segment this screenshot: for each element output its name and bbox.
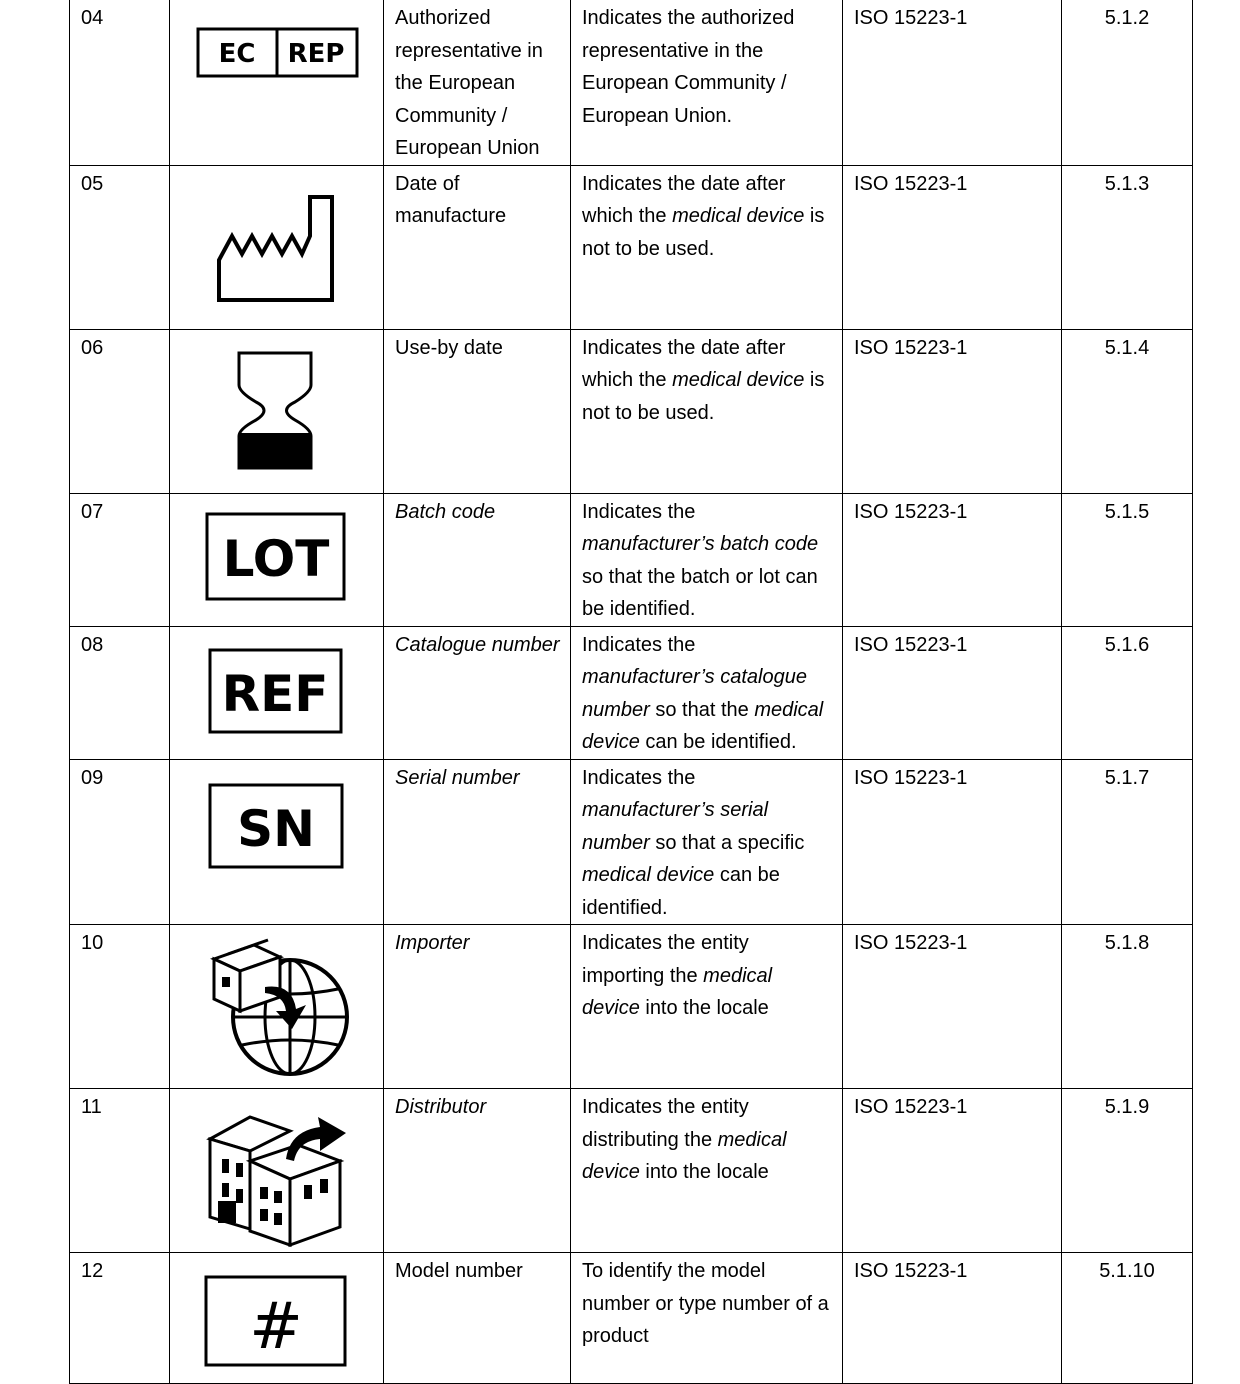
reference-number: 5.1.4 <box>1104 336 1150 359</box>
description-segment: can be identified. <box>639 731 797 753</box>
description-segment: Indicates the <box>582 500 696 523</box>
row-number: 10 <box>81 932 104 954</box>
standard-text: ISO 15223-1 <box>854 336 968 359</box>
title-cell <box>384 1089 571 1253</box>
description-segment: Indicates the authorized representative in the European Community / European Union. <box>582 7 795 127</box>
row-number-cell <box>70 626 170 759</box>
symbol-title: Model number <box>395 1260 523 1282</box>
symbol-description <box>571 0 842 132</box>
symbols-table-body <box>70 0 1193 1384</box>
description-cell <box>571 626 843 759</box>
reference-number: 5.1.10 <box>1099 1260 1155 1282</box>
table-row <box>70 329 1193 493</box>
symbol-title: Date of manufacture <box>395 172 507 227</box>
symbol-title: Distributor <box>395 1096 487 1118</box>
description-segment: Indicates the entity importing the <box>582 932 749 987</box>
symbol-cell <box>170 0 384 165</box>
reference-cell <box>1062 925 1193 1089</box>
standard-cell <box>843 925 1062 1089</box>
description-italic-segment: medical device <box>672 205 805 227</box>
symbol-title: Use-by date <box>395 336 503 359</box>
description-segment: into the locale <box>639 997 769 1019</box>
symbol-description <box>571 627 842 759</box>
lot-icon <box>170 494 384 623</box>
description-segment: Indicates the <box>582 766 696 789</box>
standard-text: ISO 15223-1 <box>854 766 968 789</box>
title-cell <box>384 165 571 329</box>
factory-icon <box>170 166 384 328</box>
table-row <box>70 493 1193 626</box>
title-cell <box>384 925 571 1089</box>
symbol-description <box>571 166 842 266</box>
row-number-cell <box>70 925 170 1089</box>
description-segment: is not to be used. <box>582 205 825 260</box>
row-number: 07 <box>81 500 104 523</box>
description-italic-segment: medical device <box>582 864 715 886</box>
reference-number: 5.1.5 <box>1104 500 1150 523</box>
description-segment: Indicates the date after which the <box>582 336 786 391</box>
standard-text: ISO 15223-1 <box>854 1096 968 1118</box>
reference-number: 5.1.2 <box>1104 7 1150 29</box>
ref-icon <box>170 627 384 756</box>
reference-cell <box>1062 493 1193 626</box>
standard-cell <box>843 1253 1062 1384</box>
symbol-cell <box>170 165 384 329</box>
reference-number: 5.1.8 <box>1104 932 1150 954</box>
standard-text: ISO 15223-1 <box>854 932 968 954</box>
symbol-title: Authorized representative in the European Community / European Union <box>395 7 543 159</box>
reference-number: 5.1.9 <box>1104 1096 1150 1118</box>
sn-icon <box>170 760 384 922</box>
sn-label: SN <box>237 799 315 858</box>
description-segment: so that the batch or lot can be identified. <box>582 565 818 620</box>
importer-globe-icon <box>170 925 384 1087</box>
standard-text: ISO 15223-1 <box>854 500 968 523</box>
symbols-table <box>69 0 1193 1384</box>
description-cell <box>571 165 843 329</box>
row-number: 04 <box>81 7 104 29</box>
symbol-cell <box>170 1089 384 1253</box>
lot-label: LOT <box>222 529 330 588</box>
table-row <box>70 1253 1193 1384</box>
description-cell <box>571 759 843 925</box>
description-cell <box>571 0 843 165</box>
description-segment: can be identified. <box>582 864 780 919</box>
description-cell <box>571 925 843 1089</box>
table-row <box>70 759 1193 925</box>
standard-cell <box>843 329 1062 493</box>
description-italic-segment: medical device <box>582 1128 787 1183</box>
row-number: 06 <box>81 336 104 359</box>
title-cell <box>384 493 571 626</box>
reference-cell <box>1062 0 1193 165</box>
row-number-cell <box>70 1089 170 1253</box>
symbol-title: Batch code <box>395 500 496 523</box>
row-number-cell <box>70 759 170 925</box>
description-italic-segment: manufacturer’s batch code <box>582 533 819 555</box>
table-row <box>70 165 1193 329</box>
description-segment: Indicates the date after which the <box>582 172 786 227</box>
description-italic-segment: medical device <box>582 698 824 753</box>
title-cell <box>384 0 571 165</box>
table-row <box>70 626 1193 759</box>
standard-cell <box>843 165 1062 329</box>
hash-label: # <box>249 1290 303 1364</box>
row-number: 11 <box>81 1096 102 1118</box>
table-row <box>70 925 1193 1089</box>
description-cell <box>571 1253 843 1384</box>
hourglass-icon <box>170 330 384 492</box>
description-cell <box>571 1089 843 1253</box>
title-cell <box>384 1253 571 1384</box>
reference-cell <box>1062 165 1193 329</box>
description-cell <box>571 329 843 493</box>
description-segment: so that the <box>649 698 755 721</box>
symbol-title: Importer <box>395 932 470 954</box>
standard-cell <box>843 1089 1062 1253</box>
description-segment: Indicates the <box>582 633 696 656</box>
standard-text: ISO 15223-1 <box>854 1260 968 1282</box>
standard-cell <box>843 759 1062 925</box>
title-cell <box>384 626 571 759</box>
reference-number: 5.1.7 <box>1104 766 1150 789</box>
row-number: 12 <box>81 1260 104 1282</box>
distributor-building-icon <box>170 1089 384 1251</box>
model-number-hash-icon <box>170 1253 384 1382</box>
symbol-cell <box>170 925 384 1089</box>
row-number: 05 <box>81 172 104 195</box>
rep-label: REP <box>287 39 345 69</box>
description-segment: Indicates the entity distributing the <box>582 1096 749 1151</box>
reference-cell <box>1062 1089 1193 1253</box>
symbol-cell <box>170 626 384 759</box>
row-number: 09 <box>81 766 104 789</box>
description-cell <box>571 493 843 626</box>
symbol-cell <box>170 1253 384 1384</box>
description-italic-segment: manufacturer’s serial number <box>582 799 769 854</box>
standard-cell <box>843 626 1062 759</box>
description-segment: is not to be used. <box>582 369 825 424</box>
title-cell <box>384 759 571 925</box>
reference-cell <box>1062 759 1193 925</box>
standard-text: ISO 15223-1 <box>854 172 968 195</box>
description-segment: To identify the model number or type number of a product <box>582 1260 829 1347</box>
table-row <box>70 0 1193 165</box>
standard-cell <box>843 493 1062 626</box>
row-number-cell <box>70 0 170 165</box>
row-number-cell <box>70 1253 170 1384</box>
reference-cell <box>1062 329 1193 493</box>
standard-text: ISO 15223-1 <box>854 7 968 29</box>
symbol-cell <box>170 329 384 493</box>
row-number-cell <box>70 329 170 493</box>
symbol-description <box>571 1253 842 1353</box>
description-italic-segment: manufacturer’s catalogue number <box>582 666 807 721</box>
symbol-cell <box>170 759 384 925</box>
table-row <box>70 1089 1193 1253</box>
reference-number: 5.1.6 <box>1104 633 1150 656</box>
row-number-cell <box>70 493 170 626</box>
symbol-description <box>571 925 842 1025</box>
reference-cell <box>1062 1253 1193 1384</box>
row-number-cell <box>70 165 170 329</box>
reference-cell <box>1062 626 1193 759</box>
description-segment: so that a specific <box>649 831 805 854</box>
symbol-title: Catalogue number <box>395 633 560 656</box>
symbol-description <box>571 1089 842 1189</box>
standard-cell <box>843 0 1062 165</box>
reference-number: 5.1.3 <box>1104 172 1150 195</box>
symbol-description <box>571 760 842 925</box>
description-segment: into the locale <box>639 1161 769 1183</box>
symbol-cell <box>170 493 384 626</box>
symbol-description <box>571 494 842 626</box>
ec-label: EC <box>218 39 256 69</box>
title-cell <box>384 329 571 493</box>
symbol-title: Serial number <box>395 766 520 789</box>
description-italic-segment: medical device <box>672 369 805 391</box>
ref-label: REF <box>221 664 329 723</box>
description-italic-segment: medical device <box>582 964 773 1019</box>
row-number: 08 <box>81 633 104 656</box>
ec-rep-icon <box>170 0 384 162</box>
standard-text: ISO 15223-1 <box>854 633 968 656</box>
symbol-description <box>571 330 842 430</box>
